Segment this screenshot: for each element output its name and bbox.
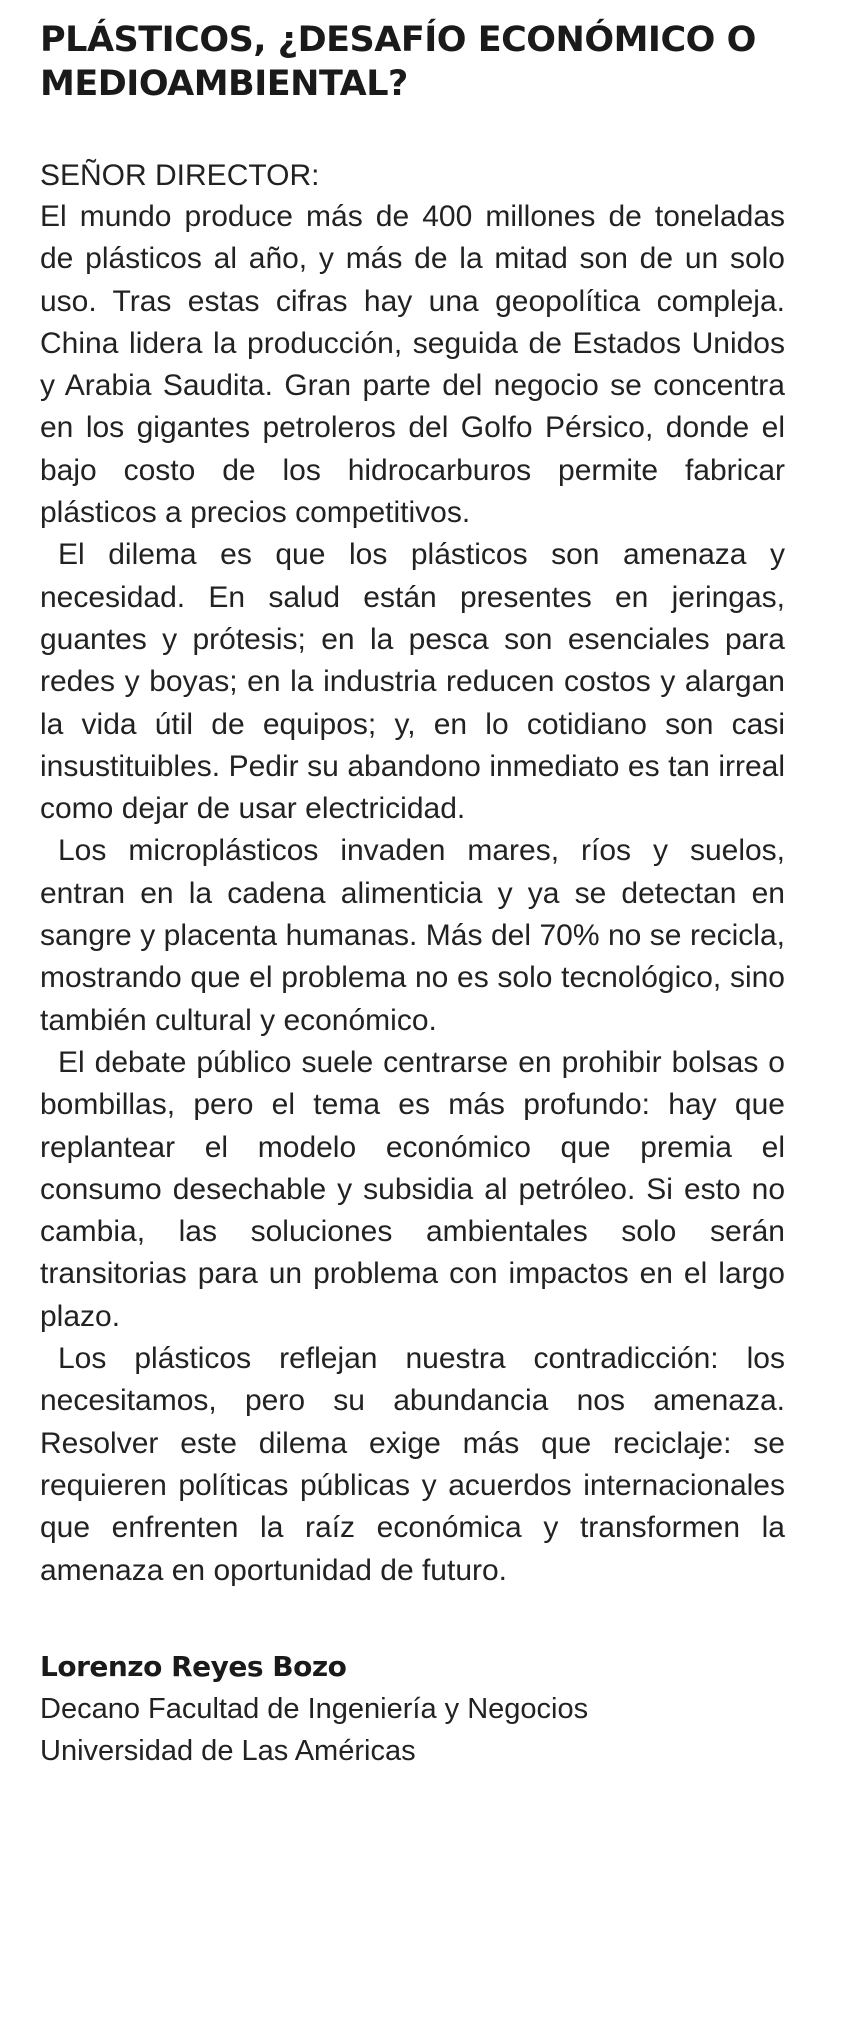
headline: PLÁSTICOS, ¿DESAFÍO ECONÓMICO O MEDIOAMBIENTAL? bbox=[40, 20, 756, 104]
letter-to-editor bbox=[40, 18, 785, 1772]
salutation: SEÑOR DIRECTOR: bbox=[40, 159, 320, 192]
author-name: Lorenzo Reyes Bozo bbox=[40, 1649, 347, 1683]
author-title: Decano Facultad de Ingeniería y Negocios bbox=[40, 1692, 589, 1725]
author-institution: Universidad de Las Américas bbox=[40, 1734, 416, 1767]
paragraph-4: El debate público suele centrarse en prohibir bolsas o bombillas, pero el tema es más profundo: hay que replantear el modelo económico que premia el consumo desechable y subsidia al petróleo. Si esto no cambia, las soluciones ambientales solo serán transitorias para un problema con impactos en el largo plazo. bbox=[40, 1045, 785, 1333]
paragraph-1: El mundo produce más de 400 millones de toneladas de plásticos al año, y más de la mitad son de un solo uso. Tras estas cifras hay una geopolítica compleja. China lidera la producción, seguida de Estados Unidos y Arabia Saudita. Gran parte del negocio se concentra en los gigantes petroleros del Golfo Pérsico, donde el bajo costo de los hidrocarburos permite fabricar plásticos a precios competitivos. bbox=[40, 200, 785, 530]
letter-body bbox=[40, 196, 785, 1592]
signature-block bbox=[40, 1646, 785, 1772]
paragraph-2: El dilema es que los plásticos son amenaza y necesidad. En salud están presentes en jeringas, guantes y prótesis; en la pesca son esenciales para redes y boyas; en la industria reducen costos y alargan la vida útil de equipos; y, en lo cotidiano son casi insustituibles. Pedir su abandono inmediato es tan irreal como dejar de usar electricidad. bbox=[40, 538, 785, 826]
paragraph-3: Los microplásticos invaden mares, ríos y suelos, entran en la cadena alimenticia y ya se detectan en sangre y placenta humanas. Más del 70% no se recicla, mostrando que el problema no es solo tecnológico, sino también cultural y económico. bbox=[40, 834, 785, 1037]
paragraph-5: Los plásticos reflejan nuestra contradicción: los necesitamos, pero su abundancia nos amenaza. Resolver este dilema exige más que reciclaje: se requieren políticas públicas y acuerdos internacionales que enfrenten la raíz económica y transformen la amenaza en oportunidad de futuro. bbox=[40, 1342, 785, 1587]
